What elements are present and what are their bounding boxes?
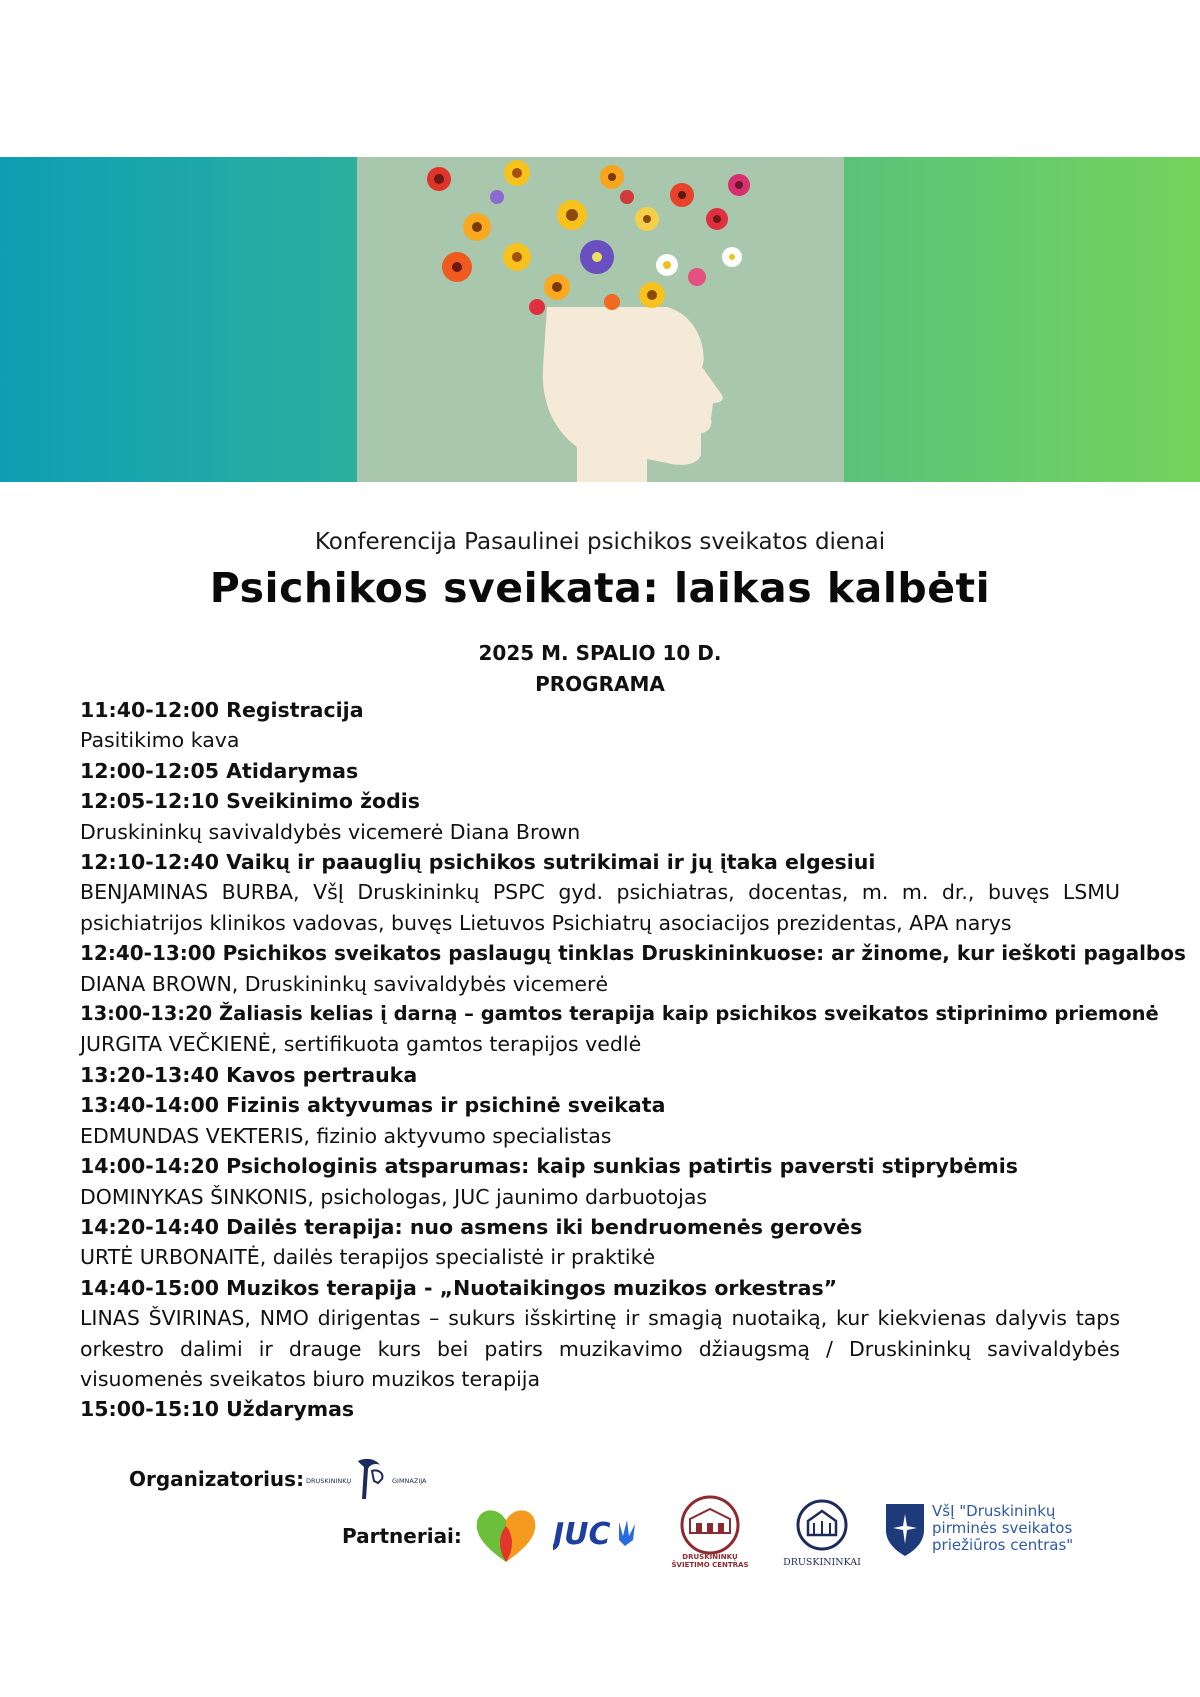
partners-label: Partneriai: <box>342 1524 462 1548</box>
agenda-item <box>80 1060 1120 1090</box>
agenda-description: DIANA BROWN, Druskininkų savivaldybės vicemerė <box>80 971 609 996</box>
agenda-session: 14:20-14:40 Dailės terapija: nuo asmens iki bendruomenės gerovės <box>80 1214 863 1239</box>
agenda-description: EDMUNDAS VEKTERIS, fizinio aktyvumo specialistas <box>80 1123 612 1148</box>
agenda-item <box>80 695 1120 756</box>
gymnasium-logo-left: DRUSKININKŲ <box>306 1477 352 1485</box>
conference-subtitle: Konferencija Pasaulinei psichikos sveikatos dienai <box>314 529 886 555</box>
agenda-description: DOMINYKAS ŠINKONIS, psichologas, JUC jaunimo darbuotojas <box>80 1184 708 1209</box>
agenda-item <box>80 1273 1120 1395</box>
juc-logo <box>553 1514 643 1554</box>
agenda-description: LINAS ŠVIRINAS, NMO dirigentas – sukurs išskirtinę ir smagią nuotaiką, kur kiekvienas dalyvis taps orkestro dalimi ir drauge kurs bei patirs muzikavimo džiaugsmą / Druskininkų savivaldybės visuomenės sveikatos biuro muzikos terapija <box>80 1306 1120 1391</box>
juc-logo-text: JUC <box>553 1517 611 1552</box>
agenda-item <box>80 1394 1120 1424</box>
agenda-item <box>80 847 1120 938</box>
agenda-item <box>80 1212 1120 1273</box>
education-center-logo-line2: ŠVIETIMO CENTRAS <box>671 1561 749 1569</box>
agenda-description: BENJAMINAS BURBA, VšĮ Druskininkų PSPC gyd. psichiatras, docentas, m. m. dr., buvęs LSMU psichiatrijos klinikos vadovas, buvęs Lietuvos Psichiatrų asociacijos prezidentas, APA narys <box>80 880 1120 935</box>
pspc-logo-line3: priežiūros centras" <box>932 1536 1074 1554</box>
education-center-logo <box>670 1495 750 1570</box>
hero-image <box>357 157 844 482</box>
event-date: 2025 M. SPALIO 10 D. <box>478 641 722 665</box>
organizer-label: Organizatorius: <box>129 1467 305 1491</box>
agenda-session: 14:40-15:00 Muzikos terapija - „Nuotaikingos muzikos orkestras” <box>80 1275 838 1300</box>
agenda-description: URTĖ URBONAITĖ, dailės terapijos specialistė ir praktikė <box>80 1245 656 1270</box>
program-heading: PROGRAMA <box>535 672 665 696</box>
gymnasium-logo <box>306 1455 434 1505</box>
agenda-session: 13:00-13:20 Žaliasis kelias į darną – gamtos terapija kaip psichikos sveikatos stiprinimo priemonė <box>80 1002 1159 1026</box>
agenda-item <box>80 756 1120 786</box>
pspc-logo <box>884 1500 1074 1558</box>
agenda-item <box>80 999 1159 1060</box>
agenda-item <box>80 1151 1120 1212</box>
agenda-item <box>80 1090 1120 1151</box>
pspc-logo-line1: VšĮ "Druskininkų <box>932 1502 1056 1520</box>
agenda-session: 12:10-12:40 Vaikų ir paauglių psichikos sutrikimai ir jų įtaka elgesiui <box>80 850 876 875</box>
agenda-session: 14:00-14:20 Psichologinis atsparumas: kaip sunkias patirtis paversti stiprybėmis <box>80 1154 1018 1179</box>
agenda-description: Pasitikimo kava <box>80 728 240 753</box>
agenda-session: 13:20-13:40 Kavos pertrauka <box>80 1062 418 1087</box>
gymnasium-logo-right: GIMNAZIJA <box>392 1477 427 1485</box>
agenda-description: Druskininkų savivaldybės vicemerė Diana Brown <box>80 819 581 844</box>
agenda-session: 12:05-12:10 Sveikinimo žodis <box>80 789 420 814</box>
agenda-item <box>80 938 1186 999</box>
agenda-session: 12:00-12:05 Atidarymas <box>80 758 359 783</box>
heart-logo <box>473 1504 539 1566</box>
agenda-session: 12:40-13:00 Psichikos sveikatos paslaugų tinklas Druskininkuose: ar žinome, kur ieškoti pagalbos <box>80 941 1186 966</box>
agenda-list <box>80 695 1186 1425</box>
druskininkai-logo <box>774 1497 870 1569</box>
agenda-item <box>80 786 1120 847</box>
education-center-logo-line1: DRUSKININKŲ <box>682 1553 738 1561</box>
druskininkai-logo-text: DRUSKININKAI <box>783 1557 861 1568</box>
agenda-session: 15:00-15:10 Uždarymas <box>80 1397 355 1422</box>
page-title: Psichikos sveikata: laikas kalbėti <box>209 564 991 612</box>
agenda-session: 11:40-12:00 Registracija <box>80 698 364 722</box>
agenda-description: JURGITA VEČKIENĖ, sertifikuota gamtos terapijos vedlė <box>80 1032 642 1057</box>
pspc-logo-line2: pirminės sveikatos <box>932 1519 1073 1537</box>
agenda-session: 13:40-14:00 Fizinis aktyvumas ir psichinė sveikata <box>80 1093 666 1118</box>
